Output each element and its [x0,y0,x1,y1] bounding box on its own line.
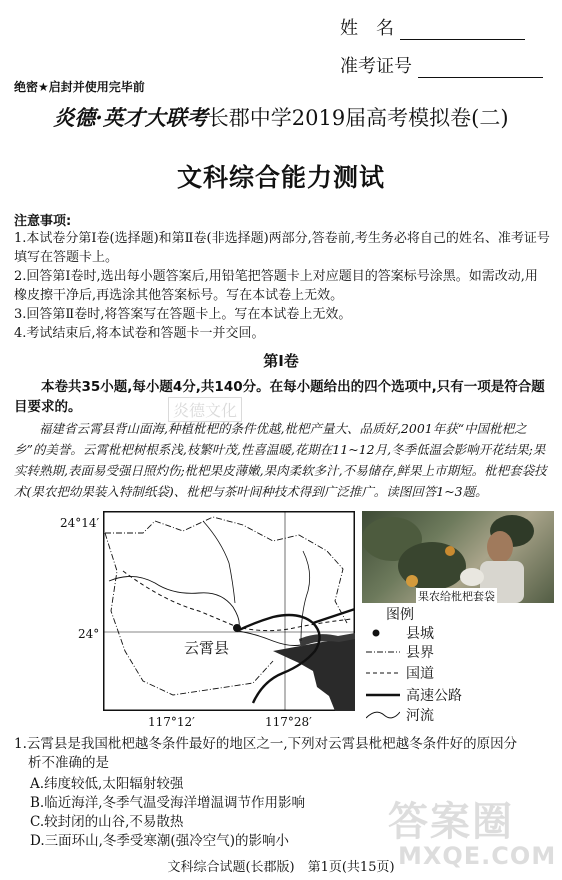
name-field [340,14,525,40]
legend-label: 县界 [406,645,434,661]
river-icon [366,706,400,724]
passage: 福建省云霄县背山面海,种植枇杷的条件优越,枇杷产量大、品质好,2001年获“中国枇杷之乡”的美誉。云霄枇杷树根系浅,枝繁叶茂,性喜温暖,花期在11~12月,冬季低温会影响开花结果;果实转熟期,表面易受强日照灼伤;枇杷果皮薄嫩,果肉柔软多汁,不易储存,鲜果上市期短。枇杷套袋技术(果农把幼果装入特制纸袋)、枇杷与茶叶间种技术得到广泛推广。读图回答1~3题。 [14,421,547,499]
publisher-stamp: 炎德文化 [168,397,242,422]
option-d: D.三面环山,冬季受寒潮(强冷空气)的影响小 [30,833,289,849]
county-boundary-icon [366,643,400,661]
notice-title: 注意事项: [14,214,72,229]
exam-title [0,102,562,132]
secret-note: 绝密★启封并使用完毕前 [14,80,145,94]
option-a: A.纬度较低,太阳辐射较强 [30,776,184,792]
question-stem-cont: 析不准确的是 [28,755,109,771]
legend-item-county-town [366,623,434,643]
question-stem: 1.云霄县是我国枇杷越冬条件最好的地区之一,下列对云霄县枇杷越冬条件好的原因分 [14,736,518,752]
map [103,511,355,711]
legend-item-national-road [366,663,434,683]
legend-label: 县城 [406,626,434,642]
legend-label: 国道 [406,666,434,682]
exam-title-text: 长郡中学2019届高考模拟卷(二) [207,106,509,130]
name-underline [400,19,525,40]
county-town-icon [366,624,400,642]
lon-label-left: 117°12′ [148,715,195,729]
exam-id-field [340,52,543,78]
section-title: 第Ⅰ卷 [263,352,299,370]
legend-item-expressway [366,685,462,705]
lon-label-right: 117°28′ [265,715,312,729]
page-footer: 文科综合试题(长郡版) 第1页(共15页) [167,860,395,875]
brand: 炎德·英才大联考 [53,105,208,130]
county-label: 云霄县 [184,639,230,657]
notice-item: 4.考试结束后,将本试卷和答题卡一并交回。 [14,326,265,341]
county-town-dot [233,624,241,632]
section-intro: 本卷共35小题,每小题4分,共140分。在每小题给出的四个选项中,只有一项是符合题目要求的。 [14,379,545,415]
legend-label: 高速公路 [406,688,462,704]
notice-item: 3.回答第Ⅱ卷时,将答案写在答题卡上。写在本试卷上无效。 [14,307,352,322]
national-road-icon [366,664,400,682]
photo-caption: 果农给枇杷套袋 [418,590,495,603]
legend-item-river [366,705,434,725]
exam-id-underline [418,57,543,78]
option-b: B.临近海洋,冬季气温受海洋增温调节作用影响 [30,795,306,811]
watermark-url: MXQE.COM [398,842,557,870]
legend-title: 图例 [386,607,414,623]
lat-label-mid: 24° [78,627,100,641]
option-c: C.较封闭的山谷,不易散热 [30,814,184,830]
name-label: 姓 名 [340,18,394,39]
legend-item-county-boundary [366,642,434,662]
notice-item: 1.本试卷分第Ⅰ卷(选择题)和第Ⅱ卷(非选择题)两部分,答卷前,考生务必将自己的姓名、准考证号填写在答题卡上。 [14,231,550,265]
expressway-icon [366,686,400,704]
legend-label: 河流 [406,708,434,724]
watermark-logo: 答案圈 [388,799,514,845]
exam-id-label: 准考证号 [340,56,412,77]
subject-title: 文科综合能力测试 [176,163,385,192]
question-1 [14,735,550,773]
lat-label-top: 24°14′ [60,516,100,530]
notice-item: 2.回答第Ⅰ卷时,选出每小题答案后,用铅笔把答题卡上对应题目的答案标号涂黑。如需改动,用橡皮擦干净后,再选涂其他答案标号。写在本试卷上无效。 [14,269,538,303]
